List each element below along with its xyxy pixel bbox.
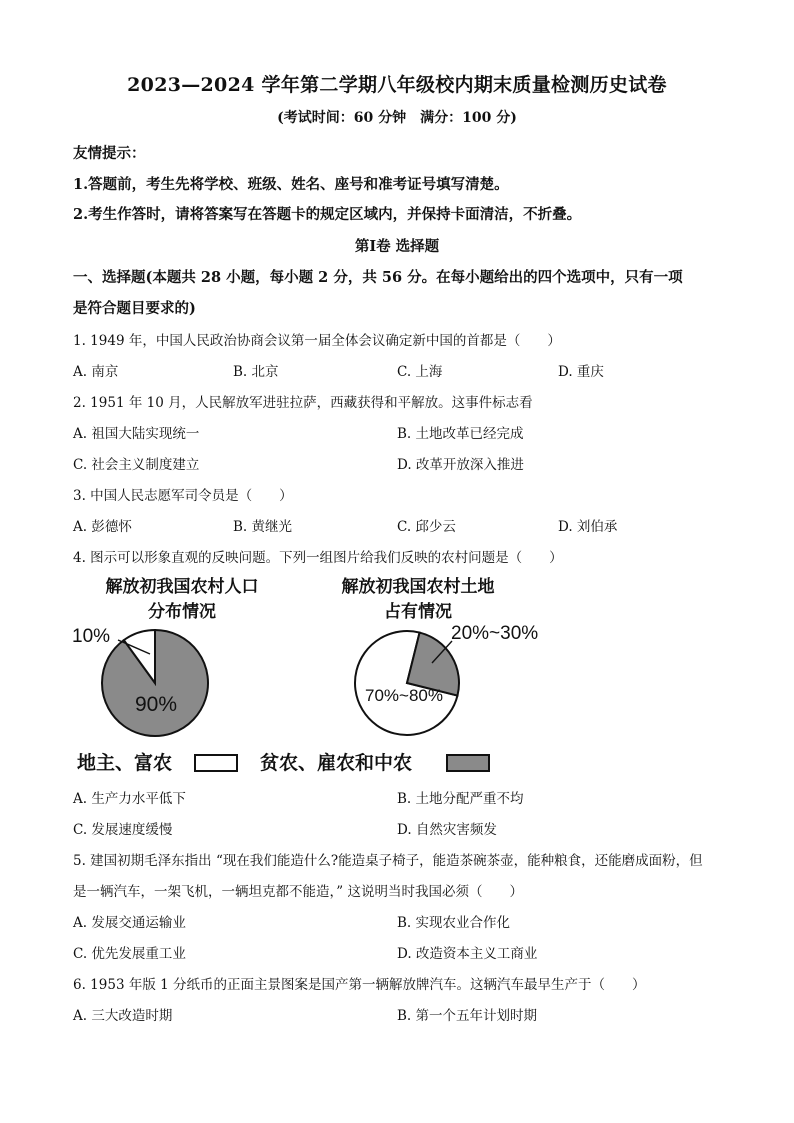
chart-2-title-line1: 解放初我国农村土地 [341,577,495,597]
chart-2-pie [355,623,538,735]
exam-title: 2023—2024 学年第二学期八年级校内期末质量检测历史试卷 [127,74,667,96]
question-2-option-a[interactable]: A. 祖国大陆实现统一 [73,426,200,442]
section-instruction-line2: 是符合题目要求的) [73,300,196,317]
question-1-stem: 1. 1949 年，中国人民政治协商会议第一届全体会议确定新中国的首都是（ ） [73,333,561,349]
notice-item-1: 1.答题前，考生先将学校、班级、姓名、座号和准考证号填写清楚。 [73,176,509,193]
question-4-option-d[interactable]: D. 自然灾害频发 [397,822,497,838]
question-6-stem: 6. 1953 年版 1 分纸币的正面主景图案是国产第一辆解放牌汽车。这辆汽车最早生产于（ ） [73,977,646,993]
chart-1-label-landlord: 10% [72,626,111,647]
question-1-option-c[interactable]: C. 上海 [397,364,443,380]
notice-heading: 友情提示： [73,145,146,162]
legend-label-landlord: 地主、富农 [77,752,173,774]
question-4-option-b[interactable]: B. 土地分配严重不均 [397,791,524,807]
legend-label-peasant: 贫农、雇农和中农 [260,752,413,774]
section-instruction-line1: 一、选择题(本题共 28 小题，每小题 2 分，共 56 分。在每小题给出的四个选项中，只有一项 [73,269,683,286]
question-6-option-b[interactable]: B. 第一个五年计划时期 [397,1008,538,1024]
legend-swatch-gray [446,754,490,772]
question-2-stem: 2. 1951 年 10 月，人民解放军进驻拉萨，西藏获得和平解放。这事件标志看 [73,395,533,411]
question-5-stem-line2: 是一辆汽车，一架飞机，一辆坦克都不能造，” 这说明当时我国必须（ ） [73,884,523,900]
question-3-option-d[interactable]: D. 刘伯承 [558,519,618,535]
question-4-option-a[interactable]: A. 生产力水平低下 [73,791,186,807]
question-6-option-a[interactable]: A. 三大改造时期 [73,1008,173,1024]
question-3-option-c[interactable]: C. 邱少云 [397,519,456,535]
question-1-option-d[interactable]: D. 重庆 [558,364,604,380]
legend-swatch-white [194,754,238,772]
chart-legend [70,745,500,779]
question-5-option-a[interactable]: A. 发展交通运输业 [73,915,186,931]
question-4-stem: 4. 图示可以形象直观的反映问题。下列一组图片给我们反映的农村问题是（ ） [73,550,563,566]
question-1-option-a[interactable]: A. 南京 [73,364,119,380]
question-5-option-d[interactable]: D. 改造资本主义工商业 [397,946,538,962]
chart-2-label-landlord: 20%~30% [451,623,539,644]
question-2-option-d[interactable]: D. 改革开放深入推进 [397,457,524,473]
section-title: 第Ⅰ卷 选择题 [354,238,440,255]
question-5-option-b[interactable]: B. 实现农业合作化 [397,915,511,931]
question-4-option-c[interactable]: C. 发展速度缓慢 [73,822,173,838]
question-2-option-c[interactable]: C. 社会主义制度建立 [73,457,200,473]
question-3-option-b[interactable]: B. 黄继光 [233,519,293,535]
chart-1-title-line1: 解放初我国农村人口 [105,577,259,597]
chart-1-title-line2: 分布情况 [148,602,216,622]
chart-2-title-line2: 占有情况 [384,602,452,622]
chart-2-label-peasant: 70%~80% [365,686,443,705]
question-2-option-b[interactable]: B. 土地改革已经完成 [397,426,524,442]
chart-1-label-peasant: 90% [134,693,178,716]
exam-subtitle: (考试时间：60 分钟 满分：100 分) [277,110,517,126]
chart-1-pie [72,626,208,736]
notice-item-2: 2.考生作答时，请将答案写在答题卡的规定区域内，并保持卡面清洁，不折叠。 [73,206,582,223]
question-1-option-b[interactable]: B. 北京 [233,364,279,380]
question-3-stem: 3. 中国人民志愿军司令员是（ ） [73,488,293,504]
question-5-stem-line1: 5. 建国初期毛泽东指出 “现在我们能造什么?能造桌子椅子，能造茶碗茶壶，能种粮食，还能磨成面粉，但 [73,853,703,869]
question-3-option-a[interactable]: A. 彭德怀 [73,519,132,535]
question-5-option-c[interactable]: C. 优先发展重工业 [73,946,186,962]
